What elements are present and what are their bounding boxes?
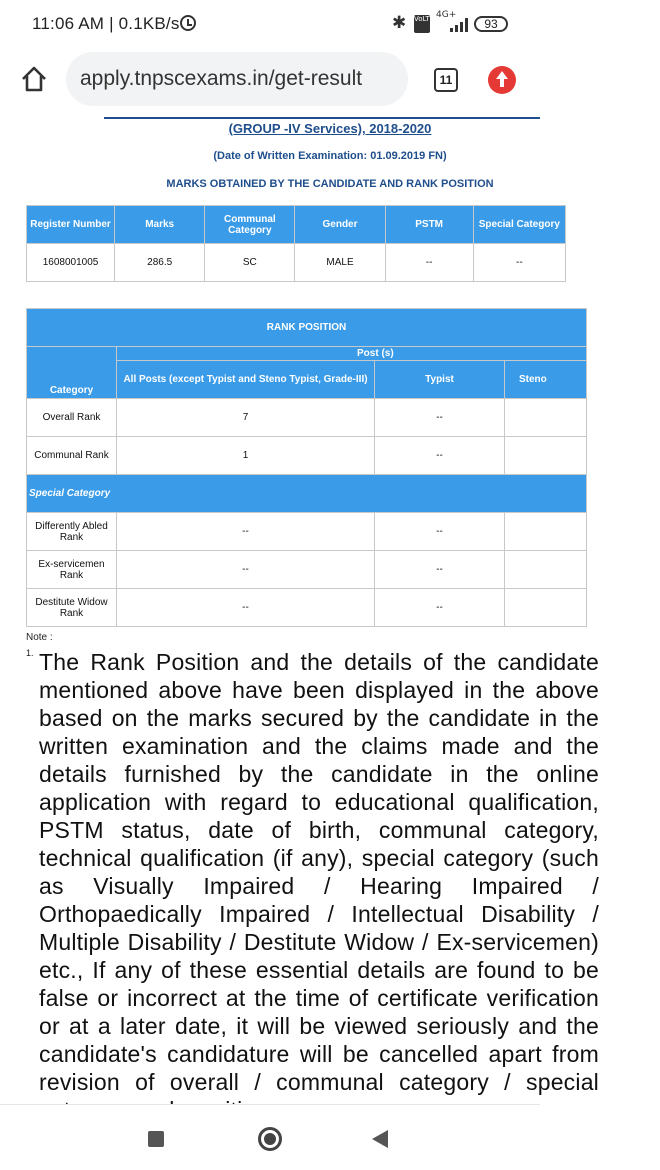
navigation-bar <box>0 1104 540 1170</box>
differently-abled-all-posts: -- <box>117 513 375 551</box>
table-row <box>27 589 587 627</box>
header-communal-category: Communal Category <box>205 206 295 244</box>
destitute-widow-all-posts: -- <box>117 589 375 627</box>
address-bar[interactable] <box>66 52 408 106</box>
status-bar <box>0 0 540 48</box>
rank-table <box>26 308 587 627</box>
table-row <box>27 399 587 437</box>
header-steno: Steno <box>505 361 587 399</box>
marks-value: 286.5 <box>115 244 205 282</box>
ex-servicemen-steno <box>505 551 587 589</box>
ex-servicemen-rank-label: Ex-servicemen Rank <box>27 551 117 589</box>
marks-heading: MARKS OBTAINED BY THE CANDIDATE AND RANK POSITION <box>166 178 494 190</box>
header-special-category: Special Category <box>473 206 565 244</box>
table-row <box>27 513 587 551</box>
header-all-posts: All Posts (except Typist and Steno Typist, Grade-III) <box>117 361 375 399</box>
tab-switcher-icon[interactable]: 11 <box>434 68 458 92</box>
special-category-row <box>27 475 587 513</box>
differently-abled-rank-label: Differently Abled Rank <box>27 513 117 551</box>
divider <box>104 117 540 119</box>
volte-icon: VoLTE <box>414 15 430 33</box>
differently-abled-typist: -- <box>375 513 505 551</box>
header-register-number: Register Number <box>27 206 115 244</box>
bluetooth-icon: ✱ <box>392 13 407 32</box>
exam-date: (Date of Written Examination: 01.09.2019 FN) <box>213 150 447 162</box>
marks-table <box>26 205 566 282</box>
destitute-widow-rank-label: Destitute Widow Rank <box>27 589 117 627</box>
communal-rank-typist: -- <box>375 437 505 475</box>
header-pstm: PSTM <box>385 206 473 244</box>
network-type: 4G+ <box>436 10 457 20</box>
nav-back-icon[interactable] <box>372 1130 388 1148</box>
note-number: 1. <box>26 648 34 658</box>
overall-rank-all-posts: 7 <box>117 399 375 437</box>
browser-toolbar <box>0 48 540 112</box>
signal-icon <box>450 18 468 32</box>
home-icon[interactable] <box>20 65 48 93</box>
rank-table-title-row <box>27 309 587 347</box>
nav-home-icon[interactable] <box>258 1127 282 1151</box>
register-number-value: 1608001005 <box>27 244 115 282</box>
note-label: Note : <box>26 632 53 643</box>
communal-rank-label: Communal Rank <box>27 437 117 475</box>
destitute-widow-typist: -- <box>375 589 505 627</box>
ex-servicemen-typist: -- <box>375 551 505 589</box>
marks-table-header <box>27 206 566 244</box>
rank-position-title: RANK POSITION <box>27 309 587 347</box>
note-text: The Rank Position and the details of the candidate mentioned above have been displayed in the above based on the marks secured by the candidate in the written examination and the claims made and the details furnished by the candidate in the online application with regard to educational qualification, PSTM status, date of birth, communal category, technical qualification (if any), special category (such as Visually Impaired / Hearing Impaired / Orthopaedically Impaired / Intellectual Disability / Multiple Disability / Destitute Widow / Ex-servicemen) etc., If any of these essential details are found to be false or incorrect at the time of certificate verification or at a later date, it will be viewed seriously and the candidate's candidature will be cancelled apart from revision of overall / communal category / special <box>39 649 599 1095</box>
alarm-icon <box>180 15 196 31</box>
pstm-value: -- <box>385 244 473 282</box>
gender-value: MALE <box>295 244 385 282</box>
page-content <box>0 112 599 1104</box>
nav-recents-icon[interactable] <box>148 1131 164 1147</box>
battery-icon: 93 <box>474 16 508 32</box>
posts-header: Post (s) <box>117 347 587 361</box>
overall-rank-typist: -- <box>375 399 505 437</box>
header-marks: Marks <box>115 206 205 244</box>
communal-rank-steno <box>505 437 587 475</box>
special-category-value: -- <box>473 244 565 282</box>
table-row <box>27 551 587 589</box>
communal-category-value: SC <box>205 244 295 282</box>
communal-rank-all-posts: 1 <box>117 437 375 475</box>
posts-row <box>27 347 587 361</box>
update-icon[interactable] <box>488 66 516 94</box>
destitute-widow-steno <box>505 589 587 627</box>
table-row <box>27 244 566 282</box>
ex-servicemen-all-posts: -- <box>117 551 375 589</box>
table-row <box>27 437 587 475</box>
overall-rank-steno <box>505 399 587 437</box>
status-time: 11:06 AM | 0.1KB/s <box>32 14 180 33</box>
header-gender: Gender <box>295 206 385 244</box>
url-text: apply.tnpscexams.in/get-result <box>80 67 363 90</box>
category-header: Category <box>27 347 117 399</box>
special-category-label: Special Category <box>27 475 587 513</box>
differently-abled-steno <box>505 513 587 551</box>
overall-rank-label: Overall Rank <box>27 399 117 437</box>
exam-title: (GROUP -IV Services), 2018-2020 <box>228 121 432 136</box>
header-typist: Typist <box>375 361 505 399</box>
